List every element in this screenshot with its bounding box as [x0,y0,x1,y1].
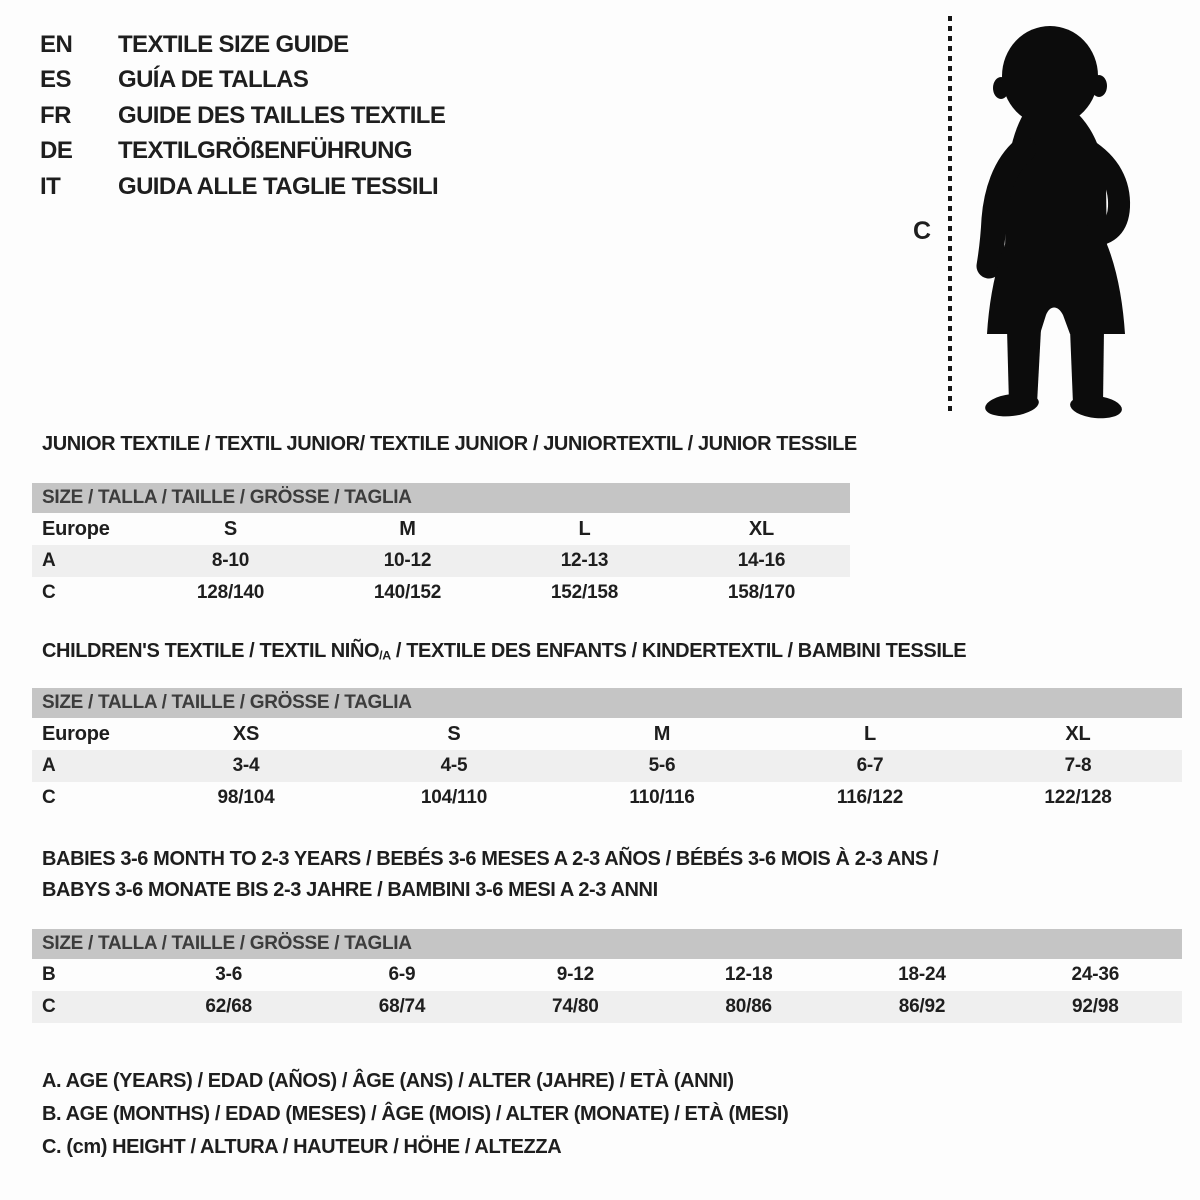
language-code: DE [40,137,73,165]
table-cell: 6-9 [388,964,416,985]
row-label: C [42,582,56,603]
table-cell: 140/152 [373,582,442,603]
language-header [40,27,445,205]
language-label: GUIDE DES TAILLES TEXTILE [118,101,446,129]
height-measure-dashed-line [948,16,952,416]
language-row-it [40,169,445,205]
table-cell: 12-18 [724,964,773,985]
table-row [32,782,1182,814]
babies-title-line2: BABYS 3-6 MONATE BIS 2-3 JAHRE / BAMBINI 3-6 MESI A 2-3 ANNI [42,879,658,901]
measurement-legend [42,1065,788,1164]
language-label: TEXTILGRÖßENFÜHRUNG [118,137,412,165]
size-header-band: SIZE / TALLA / TAILLE / GRÖSSE / TAGLIA [32,929,1182,959]
table-cell: 8-10 [211,550,250,571]
table-cell: 3-4 [232,755,260,776]
legend-line-a: A. AGE (YEARS) / EDAD (AÑOS) / ÂGE (ANS) / ALTER (JAHRE) / ETÀ (ANNI) [42,1070,734,1092]
table-cell: 158/170 [727,582,796,603]
children-title-prefix: CHILDREN'S TEXTILE / TEXTIL NIÑO [42,640,380,662]
table-row [32,577,850,609]
table-cell: 12-13 [560,550,609,571]
language-row-en [40,27,445,63]
toddler-silhouette-icon [966,14,1136,419]
size-header-band: SIZE / TALLA / TAILLE / GRÖSSE / TAGLIA [32,483,850,513]
table-row [32,545,850,577]
junior-size-table [32,483,850,609]
column-header: XL [1065,722,1091,745]
junior-section-title: JUNIOR TEXTILE / TEXTIL JUNIOR/ TEXTILE JUNIOR / JUNIORTEXTIL / JUNIOR TESSILE [42,433,857,455]
children-title-suffix: / TEXTILE DES ENFANTS / KINDERTEXTIL / BAMBINI TESSILE [390,640,967,662]
table-row [32,959,1182,991]
table-cell: 92/98 [1072,996,1119,1017]
children-title-subscript: /A [379,648,391,663]
language-label: GUIDA ALLE TAGLIE TESSILI [118,172,439,200]
table-cell: 62/68 [205,996,252,1017]
column-header: M [399,517,416,540]
language-code: IT [40,172,61,200]
column-header: S [447,722,461,745]
legend-line-b: B. AGE (MONTHS) / EDAD (MESES) / ÂGE (MOIS) / ALTER (MONATE) / ETÀ (MESI) [42,1103,789,1125]
babies-size-table [32,929,1182,1023]
region-label: Europe [42,722,110,745]
column-header: M [653,722,671,745]
table-cell: 5-6 [648,755,676,776]
row-label: C [42,787,56,808]
language-row-fr [40,98,445,134]
table-cell: 3-6 [215,964,243,985]
table-row [32,750,1182,782]
row-label: C [42,996,56,1017]
babies-section-title [42,844,938,906]
language-code: FR [40,101,71,129]
children-section-title [42,640,966,663]
table-cell: 128/140 [196,582,265,603]
junior-column-header-row [32,513,850,545]
language-row-de [40,134,445,170]
row-label: A [42,550,56,571]
column-header: XL [748,517,775,540]
table-cell: 14-16 [737,550,786,571]
table-cell: 7-8 [1064,755,1092,776]
table-cell: 24-36 [1071,964,1120,985]
table-cell: 98/104 [217,787,275,808]
language-code: ES [40,66,72,94]
language-row-es [40,63,445,99]
table-cell: 74/80 [552,996,599,1017]
table-cell: 152/158 [550,582,619,603]
table-cell: 86/92 [898,996,946,1017]
table-cell: 116/122 [836,787,904,808]
table-cell: 10-12 [383,550,432,571]
children-column-header-row [32,718,1182,750]
table-cell: 9-12 [556,964,594,985]
table-cell: 104/110 [420,787,488,808]
table-cell: 68/74 [378,996,426,1017]
legend-line-c: C. (cm) HEIGHT / ALTURA / HAUTEUR / HÖHE / ALTEZZA [42,1136,562,1158]
column-header: XS [232,722,260,745]
language-code: EN [40,30,73,58]
region-label: Europe [42,517,110,540]
column-header: L [863,722,877,745]
height-measure-label: C [913,217,932,245]
language-label: TEXTILE SIZE GUIDE [118,30,349,58]
row-label: A [42,755,56,776]
size-header-band: SIZE / TALLA / TAILLE / GRÖSSE / TAGLIA [32,688,1182,718]
table-cell: 80/86 [725,996,772,1017]
row-label: B [42,964,56,985]
table-cell: 110/116 [629,787,695,808]
children-size-table [32,688,1182,814]
table-cell: 122/128 [1044,787,1112,808]
column-header: S [223,517,238,540]
table-cell: 18-24 [898,964,946,985]
language-label: GUÍA DE TALLAS [118,66,309,94]
babies-title-line1: BABIES 3-6 MONTH TO 2-3 YEARS / BEBÉS 3-6 MESES A 2-3 AÑOS / BÉBÉS 3-6 MOIS À 2-3 ANS / [42,848,939,870]
table-cell: 6-7 [856,755,884,776]
column-header: L [578,517,591,540]
table-cell: 4-5 [440,755,468,776]
table-row [32,991,1182,1023]
